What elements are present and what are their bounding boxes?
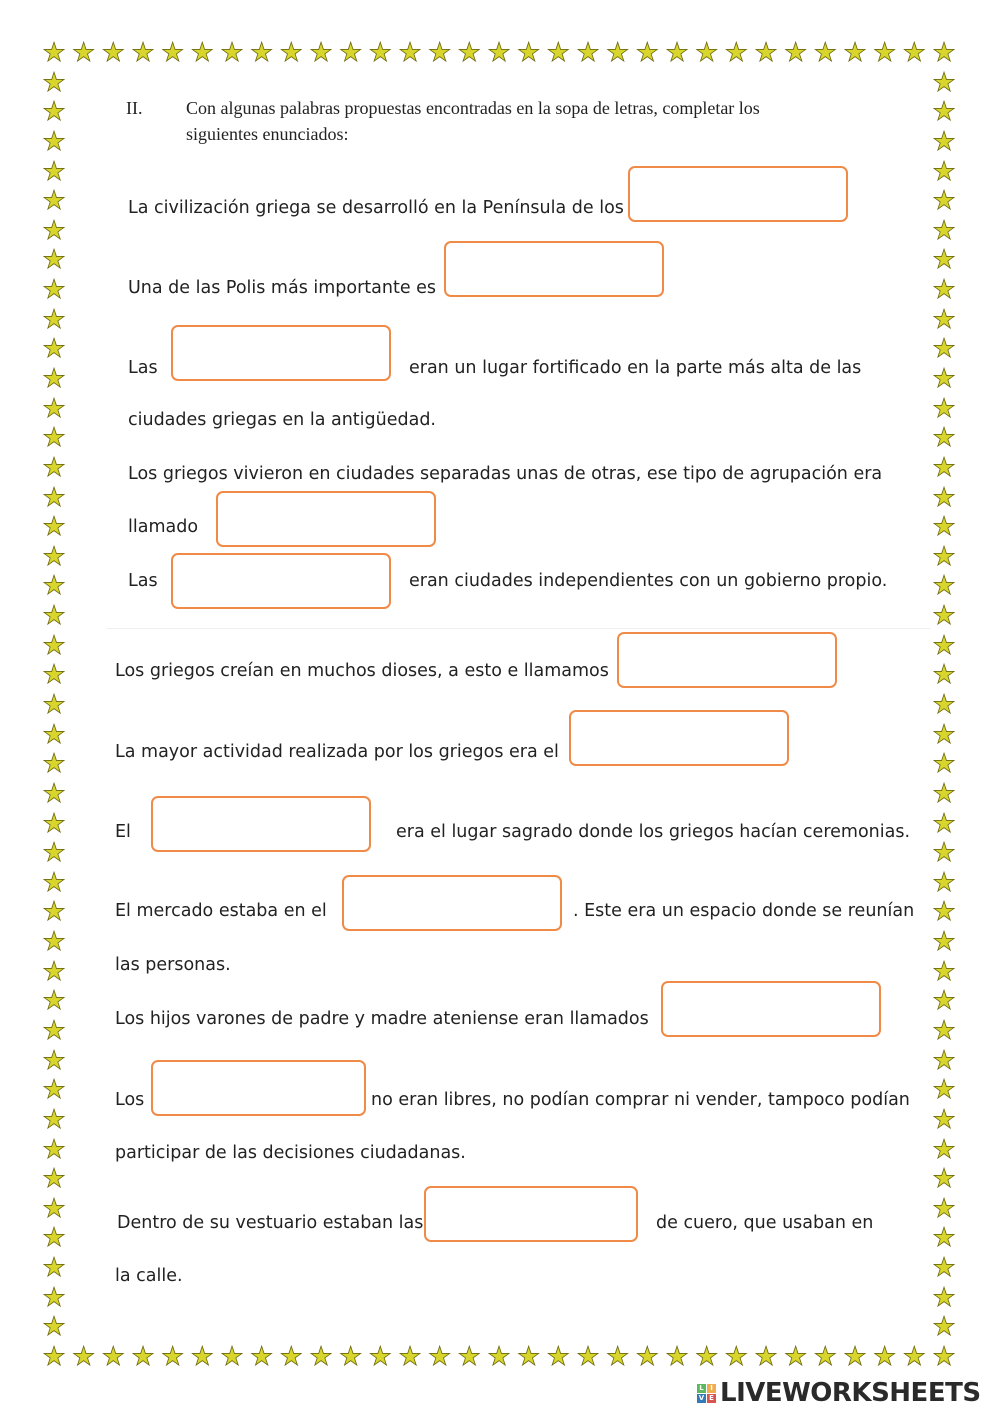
star-icon: ★ <box>250 1342 274 1372</box>
star-icon: ★ <box>42 1342 66 1372</box>
star-icon: ★ <box>576 38 600 68</box>
star-icon: ★ <box>220 38 244 68</box>
star-icon: ★ <box>42 690 66 720</box>
star-icon: ★ <box>42 245 66 276</box>
star-icon: ★ <box>42 393 66 424</box>
sentence-12-prefix: Dentro de su vestuario estaban las <box>117 1213 424 1233</box>
star-icon: ★ <box>339 1342 363 1372</box>
star-icon: ★ <box>42 275 66 306</box>
star-icon: ★ <box>932 690 956 720</box>
star-icon: ★ <box>161 38 185 68</box>
star-icon: ★ <box>42 660 66 691</box>
answer-box-2[interactable] <box>444 241 664 297</box>
star-icon: ★ <box>724 1342 748 1372</box>
star-icon: ★ <box>42 364 66 394</box>
star-icon: ★ <box>932 38 956 68</box>
star-icon: ★ <box>932 986 956 1017</box>
sentence-11-continuation: participar de las decisiones ciudadanas. <box>115 1143 466 1163</box>
star-icon: ★ <box>932 660 956 691</box>
star-icon: ★ <box>42 897 66 928</box>
star-icon: ★ <box>457 38 481 68</box>
star-icon: ★ <box>42 838 66 869</box>
star-icon: ★ <box>42 156 66 187</box>
star-icon: ★ <box>398 1342 422 1372</box>
star-icon: ★ <box>635 38 659 68</box>
logo-letter-v: V <box>698 1393 705 1402</box>
star-icon: ★ <box>42 38 66 68</box>
star-icon: ★ <box>546 1342 570 1372</box>
star-icon: ★ <box>932 541 956 572</box>
star-icon: ★ <box>42 927 66 958</box>
answer-box-12[interactable] <box>424 1186 638 1242</box>
logo-letter-l: L <box>697 1384 706 1393</box>
sentence-3-continuation: ciudades griegas en la antigüedad. <box>128 410 436 430</box>
star-icon: ★ <box>42 1134 66 1165</box>
sentence-7-text: La mayor actividad realizada por los griegos era el <box>115 742 559 762</box>
answer-box-4[interactable] <box>216 491 436 547</box>
star-icon: ★ <box>42 1193 66 1224</box>
star-icon: ★ <box>42 749 66 780</box>
star-icon: ★ <box>42 867 66 898</box>
sentence-11-prefix: Los <box>115 1090 145 1110</box>
star-icon: ★ <box>487 38 511 68</box>
star-icon: ★ <box>131 38 155 68</box>
star-icon: ★ <box>42 334 66 365</box>
star-icon: ★ <box>932 423 956 454</box>
section-number: II. <box>126 98 143 118</box>
star-icon: ★ <box>932 275 956 306</box>
sentence-9-prefix: El mercado estaba en el <box>115 901 327 921</box>
star-icon: ★ <box>932 630 956 661</box>
star-icon: ★ <box>428 38 452 68</box>
answer-box-10[interactable] <box>661 981 881 1037</box>
sentence-3-suffix: eran un lugar fortificado en la parte más alta de las <box>409 358 862 378</box>
star-icon: ★ <box>843 38 867 68</box>
star-icon: ★ <box>932 1282 956 1313</box>
star-icon: ★ <box>457 1342 481 1372</box>
star-icon: ★ <box>42 1075 66 1106</box>
star-icon: ★ <box>902 1342 926 1372</box>
star-icon: ★ <box>220 1342 244 1372</box>
star-icon: ★ <box>932 1253 956 1284</box>
star-icon: ★ <box>42 1016 66 1046</box>
answer-box-9[interactable] <box>342 875 562 931</box>
star-icon: ★ <box>754 1342 778 1372</box>
star-icon: ★ <box>487 1342 511 1372</box>
star-icon: ★ <box>932 956 956 987</box>
star-icon: ★ <box>932 838 956 869</box>
sentence-8-suffix: era el lugar sagrado donde los griegos hacían ceremonias. <box>396 822 911 842</box>
star-icon: ★ <box>101 38 125 68</box>
star-icon: ★ <box>42 1253 66 1284</box>
star-icon: ★ <box>932 452 956 483</box>
star-icon: ★ <box>517 1342 541 1372</box>
star-icon: ★ <box>932 393 956 424</box>
star-icon: ★ <box>724 38 748 68</box>
star-icon: ★ <box>42 1164 66 1195</box>
star-icon: ★ <box>42 1045 66 1076</box>
answer-box-6[interactable] <box>617 632 837 688</box>
star-icon: ★ <box>428 1342 452 1372</box>
star-icon: ★ <box>932 571 956 602</box>
star-icon: ★ <box>42 1312 66 1343</box>
star-icon: ★ <box>42 778 66 809</box>
answer-box-3[interactable] <box>171 325 391 381</box>
star-icon: ★ <box>932 67 956 98</box>
star-icon: ★ <box>932 512 956 543</box>
star-icon: ★ <box>42 808 66 839</box>
star-icon: ★ <box>42 186 66 217</box>
star-icon: ★ <box>695 38 719 68</box>
star-icon: ★ <box>368 1342 392 1372</box>
star-icon: ★ <box>932 897 956 928</box>
star-icon: ★ <box>250 38 274 68</box>
star-icon: ★ <box>546 38 570 68</box>
star-icon: ★ <box>42 452 66 483</box>
star-icon: ★ <box>932 1223 956 1254</box>
star-icon: ★ <box>606 38 630 68</box>
instruction-line-1: Con algunas palabras propuestas encontradas en la sopa de letras, completar los <box>186 98 760 118</box>
instruction-line-2: siguientes enunciados: <box>186 124 349 144</box>
answer-box-7[interactable] <box>569 710 789 766</box>
star-icon: ★ <box>932 1164 956 1195</box>
answer-box-11[interactable] <box>151 1060 366 1116</box>
star-icon: ★ <box>72 38 96 68</box>
sentence-5-prefix: Las <box>128 571 158 591</box>
star-icon: ★ <box>606 1342 630 1372</box>
sentence-9-continuation: las personas. <box>115 955 231 975</box>
star-icon: ★ <box>279 38 303 68</box>
star-icon: ★ <box>932 1342 956 1372</box>
star-icon: ★ <box>42 97 66 128</box>
star-icon: ★ <box>42 1282 66 1313</box>
sentence-9-suffix: . Este era un espacio donde se reunían <box>573 901 915 921</box>
star-icon: ★ <box>932 1016 956 1046</box>
star-icon: ★ <box>42 67 66 98</box>
star-icon: ★ <box>42 1104 66 1135</box>
star-icon: ★ <box>932 245 956 276</box>
star-icon: ★ <box>932 927 956 958</box>
star-icon: ★ <box>932 808 956 839</box>
star-icon: ★ <box>190 1342 214 1372</box>
star-icon: ★ <box>42 571 66 602</box>
star-icon: ★ <box>932 126 956 157</box>
answer-box-8[interactable] <box>151 796 371 852</box>
star-icon: ★ <box>932 778 956 809</box>
star-icon: ★ <box>695 1342 719 1372</box>
sentence-6-text: Los griegos creían en muchos dioses, a esto e llamamos <box>115 661 609 681</box>
star-icon: ★ <box>932 215 956 246</box>
star-icon: ★ <box>843 1342 867 1372</box>
star-icon: ★ <box>161 1342 185 1372</box>
star-icon: ★ <box>665 38 689 68</box>
star-icon: ★ <box>932 601 956 632</box>
sentence-5-suffix: eran ciudades independientes con un gobierno propio. <box>409 571 888 591</box>
sentence-11-suffix: no eran libres, no podían comprar ni vender, tampoco podían <box>371 1090 910 1110</box>
star-icon: ★ <box>873 38 897 68</box>
star-icon: ★ <box>784 38 808 68</box>
sentence-4-prefix: llamado <box>128 517 199 537</box>
star-icon: ★ <box>339 38 363 68</box>
star-icon: ★ <box>784 1342 808 1372</box>
star-icon: ★ <box>813 1342 837 1372</box>
sentence-4-text: Los griegos vivieron en ciudades separadas unas de otras, ese tipo de agrupación era <box>128 464 883 484</box>
star-icon: ★ <box>42 423 66 454</box>
star-icon: ★ <box>932 719 956 750</box>
star-icon: ★ <box>42 304 66 335</box>
star-icon: ★ <box>932 334 956 365</box>
star-icon: ★ <box>754 38 778 68</box>
sentence-12-suffix: de cuero, que usaban en <box>656 1213 874 1233</box>
star-icon: ★ <box>42 541 66 572</box>
sentence-12-continuation: la calle. <box>115 1266 183 1286</box>
answer-box-5[interactable] <box>171 553 391 609</box>
star-icon: ★ <box>42 215 66 246</box>
star-icon: ★ <box>42 719 66 750</box>
star-icon: ★ <box>932 867 956 898</box>
logo-letter-i: I <box>707 1384 716 1393</box>
logo-letter-e: E <box>707 1394 716 1403</box>
section-divider <box>106 628 930 629</box>
sentence-3-prefix: Las <box>128 358 158 378</box>
star-icon: ★ <box>72 1342 96 1372</box>
star-icon: ★ <box>932 1193 956 1224</box>
star-icon: ★ <box>517 38 541 68</box>
star-icon: ★ <box>42 601 66 632</box>
star-icon: ★ <box>932 1045 956 1076</box>
sentence-2-text: Una de las Polis más importante es <box>128 278 437 298</box>
star-icon: ★ <box>932 304 956 335</box>
star-icon: ★ <box>932 482 956 513</box>
star-icon: ★ <box>873 1342 897 1372</box>
star-icon: ★ <box>932 97 956 128</box>
star-icon: ★ <box>42 482 66 513</box>
star-icon: ★ <box>932 749 956 780</box>
logo-mark-icon <box>697 1384 716 1403</box>
star-icon: ★ <box>932 186 956 217</box>
star-icon: ★ <box>190 38 214 68</box>
star-icon: ★ <box>665 1342 689 1372</box>
star-icon: ★ <box>932 1312 956 1343</box>
liveworksheets-logo <box>697 1376 981 1410</box>
star-icon: ★ <box>932 156 956 187</box>
sentence-8-prefix: El <box>115 822 131 842</box>
logo-text: LIVEWORKSHEETS <box>720 1378 981 1408</box>
star-icon: ★ <box>932 1104 956 1135</box>
star-icon: ★ <box>368 38 392 68</box>
star-icon: ★ <box>309 38 333 68</box>
star-icon: ★ <box>576 1342 600 1372</box>
star-icon: ★ <box>398 38 422 68</box>
star-icon: ★ <box>635 1342 659 1372</box>
star-icon: ★ <box>309 1342 333 1372</box>
star-icon: ★ <box>813 38 837 68</box>
star-icon: ★ <box>279 1342 303 1372</box>
star-icon: ★ <box>42 512 66 543</box>
star-icon: ★ <box>131 1342 155 1372</box>
star-icon: ★ <box>902 38 926 68</box>
star-icon: ★ <box>932 1075 956 1106</box>
star-icon: ★ <box>42 986 66 1017</box>
star-icon: ★ <box>42 956 66 987</box>
sentence-10-text: Los hijos varones de padre y madre ateniense eran llamados <box>115 1009 649 1029</box>
star-icon: ★ <box>42 1223 66 1254</box>
star-icon: ★ <box>101 1342 125 1372</box>
star-icon: ★ <box>932 1134 956 1165</box>
star-icon: ★ <box>932 364 956 394</box>
star-icon: ★ <box>42 630 66 661</box>
answer-box-1[interactable] <box>628 166 848 222</box>
star-icon: ★ <box>42 126 66 157</box>
sentence-1-text: La civilización griega se desarrolló en la Península de los <box>128 198 624 218</box>
